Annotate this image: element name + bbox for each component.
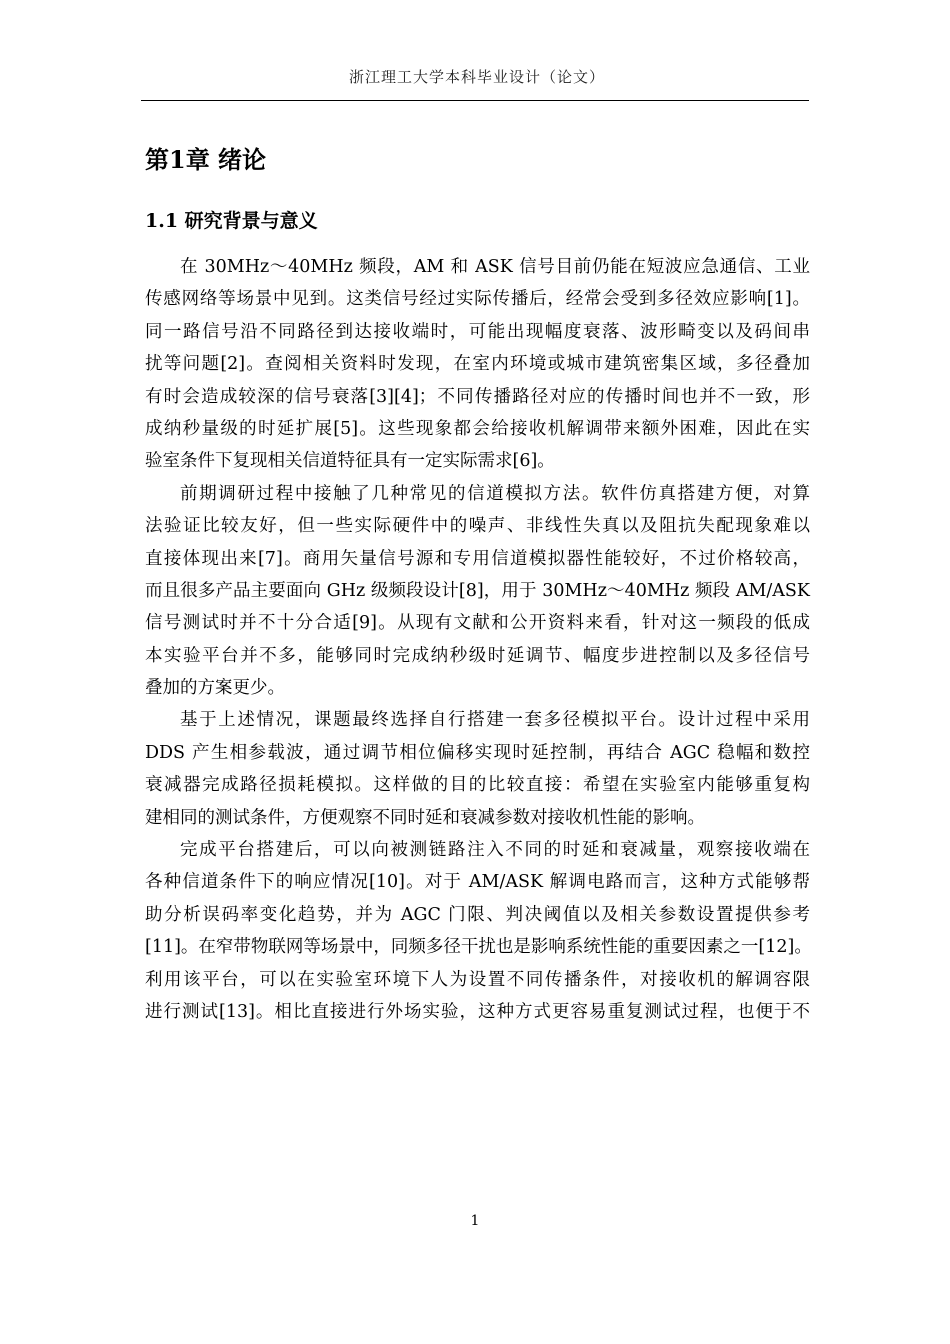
paragraph-3-line: 基于上述情况，课题最终选择自行搭建一套多径模拟平台。设计过程中采用 xyxy=(180,710,810,731)
paragraph-1-line: 有时会造成较深的信号衰落[3][4]；不同传播路径对应的传播时间也并不一致，形 xyxy=(145,386,810,407)
paragraph-2-line: 法验证比较友好，但一些实际硬件中的噪声、非线性失真以及阻抗失配现象难以 xyxy=(145,516,810,537)
paragraph-1-line: 同一路信号沿不同路径到达接收端时，可能出现幅度衰落、波形畸变以及码间串 xyxy=(145,321,810,342)
paragraph-1-line: 验室条件下复现相关信道特征具有一定实际需求[6]。 xyxy=(145,451,555,472)
chapter-title: 第1章 绪论 xyxy=(145,145,267,174)
paragraph-2-line: 信号测试时并不十分合适[9]。从现有文献和公开资料来看，针对这一频段的低成 xyxy=(145,613,810,634)
paragraph-1-line: 在 30MHz～40MHz 频段，AM 和 ASK 信号目前仍能在短波应急通信、工业 xyxy=(180,257,810,277)
paragraph-1-line: 传感网络等场景中见到。这类信号经过实际传播后，经常会受到多径效应影响[1]。 xyxy=(145,289,810,310)
paragraph-4-line: 进行测试[13]。相比直接进行外场实验，这种方式更容易重复测试过程，也便于不 xyxy=(145,1001,810,1022)
paragraph-2-line: 本实验平台并不多，能够同时完成纳秒级时延调节、幅度步进控制以及多径信号 xyxy=(145,645,810,666)
paragraph-3-line: DDS 产生相参载波，通过调节相位偏移实现时延控制，再结合 AGC 稳幅和数控 xyxy=(145,742,810,763)
paragraph-3-line: 建相同的测试条件，方便观察不同时延和衰减参数对接收机性能的影响。 xyxy=(145,807,705,828)
paragraph-4-line: 完成平台搭建后，可以向被测链路注入不同的时延和衰减量，观察接收端在 xyxy=(180,840,810,861)
paragraph-1-line: 成纳秒量级的时延扩展[5]。这些现象都会给接收机解调带来额外困难，因此在实 xyxy=(145,418,810,439)
paragraph-4-line: 助分析误码率变化趋势，并为 AGC 门限、判决阈值以及相关参数设置提供参考 xyxy=(145,904,810,925)
paragraph-2-line: 直接体现出来[7]。商用矢量信号源和专用信道模拟器性能较好，不过价格较高， xyxy=(145,548,810,569)
paragraph-4-line: [11]。在窄带物联网等场景中，同频多径干扰也是影响系统性能的重要因素之一[12]。 xyxy=(145,937,812,958)
paragraph-4-line: 各种信道条件下的响应情况[10]。对于 AM/ASK 解调电路而言，这种方式能够帮 xyxy=(145,872,810,893)
paragraph-2-line: 而且很多产品主要面向 GHz 级频段设计[8]，用于 30MHz～40MHz 频段 AM/ASK xyxy=(145,580,810,601)
paragraph-2-line: 叠加的方案更少。 xyxy=(145,678,285,699)
header-divider xyxy=(141,100,809,101)
paragraph-3-line: 衰减器完成路径损耗模拟。这样做的目的比较直接：希望在实验室内能够重复构 xyxy=(145,775,810,796)
section-title: 1.1 研究背景与意义 xyxy=(145,210,318,232)
running-header: 浙江理工大学本科毕业设计（论文） xyxy=(348,68,605,86)
page-number: 1 xyxy=(470,1213,480,1229)
paragraph-1-line: 扰等问题[2]。查阅相关资料时发现，在室内环境或城市建筑密集区域，多径叠加 xyxy=(145,354,810,375)
paragraph-4-line: 利用该平台，可以在实验室环境下人为设置不同传播条件，对接收机的解调容限 xyxy=(145,969,810,990)
paragraph-2-line: 前期调研过程中接触了几种常见的信道模拟方法。软件仿真搭建方便，对算 xyxy=(180,483,810,504)
body-text xyxy=(145,251,810,1028)
